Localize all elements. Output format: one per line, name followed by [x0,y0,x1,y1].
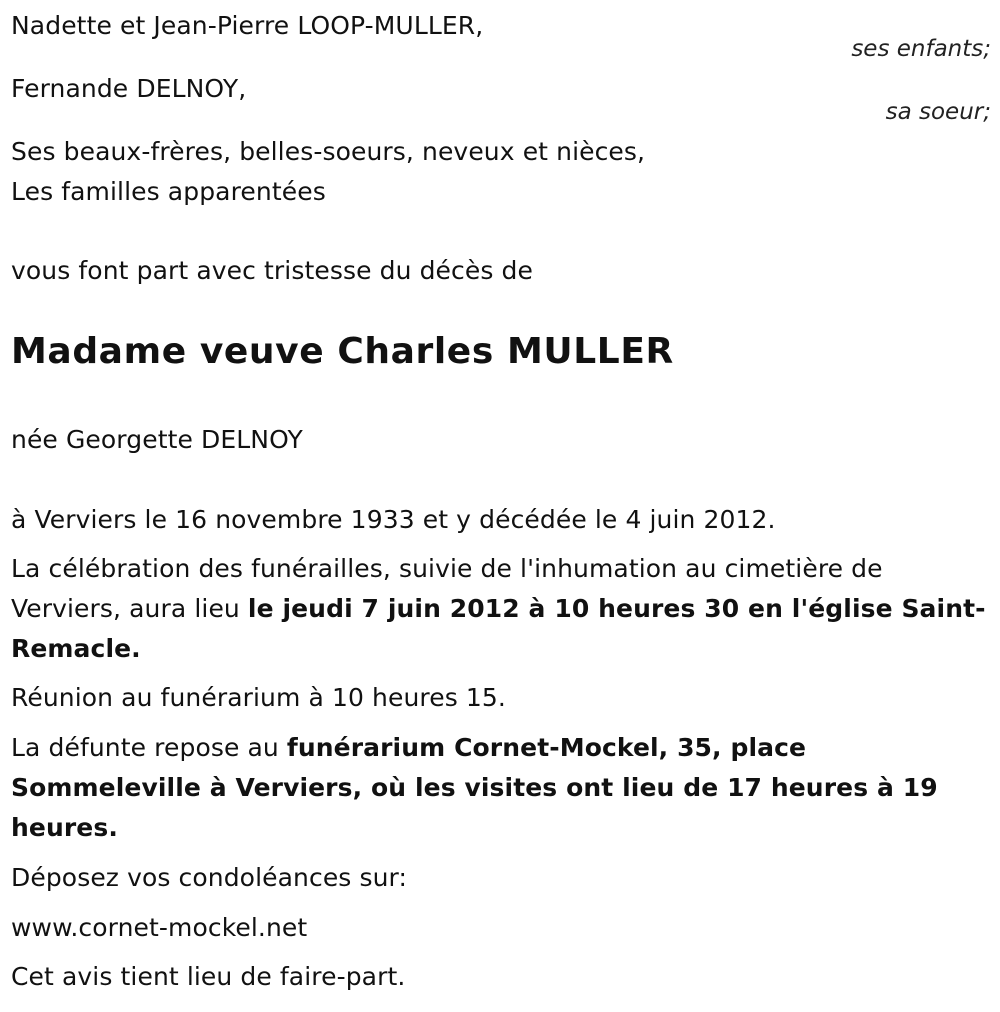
ceremony-line-3: Remacle. [11,634,141,663]
children-role: ses enfants; [851,36,991,62]
footer-note: Cet avis tient lieu de faire-part. [11,962,406,991]
ceremony-date-location: le jeudi 7 juin 2012 à 10 heures 30 en l'église Saint- [247,594,986,623]
announcement-intro: vous font part avec tristesse du décès de [11,256,533,285]
condolences-label: Déposez vos condoléances sur: [11,863,408,892]
in-laws-line: Ses beaux-frères, belles-soeurs, neveux et nièces, [11,137,646,166]
viewing-line-3: heures. [11,813,118,842]
viewing-line-1 [11,728,806,768]
deceased-name: Madame veuve Charles MULLER [11,331,674,372]
viewing-location: funérarium Cornet-Mockel, 35, place [286,733,807,762]
ceremony-line-2-plain: Verviers, aura lieu [11,594,248,623]
sister-role: sa soeur; [885,99,991,125]
ceremony-line-2 [11,589,986,629]
maiden-name: née Georgette DELNOY [11,425,303,454]
birth-death-line: à Verviers le 16 novembre 1933 et y décédée le 4 juin 2012. [11,505,776,534]
meeting-line: Réunion au funérarium à 10 heures 15. [11,683,506,712]
ceremony-line-1: La célébration des funérailles, suivie de l'inhumation au cimetière de [11,554,883,583]
related-families-line: Les familles apparentées [11,177,326,206]
viewing-line-1-plain: La défunte repose au [11,733,287,762]
children-names: Nadette et Jean-Pierre LOOP-MULLER, [11,11,484,40]
condolences-url[interactable]: www.cornet-mockel.net [11,913,308,942]
sister-name: Fernande DELNOY, [11,74,247,103]
viewing-line-2: Sommeleville à Verviers, où les visites ont lieu de 17 heures à 19 [11,773,938,802]
